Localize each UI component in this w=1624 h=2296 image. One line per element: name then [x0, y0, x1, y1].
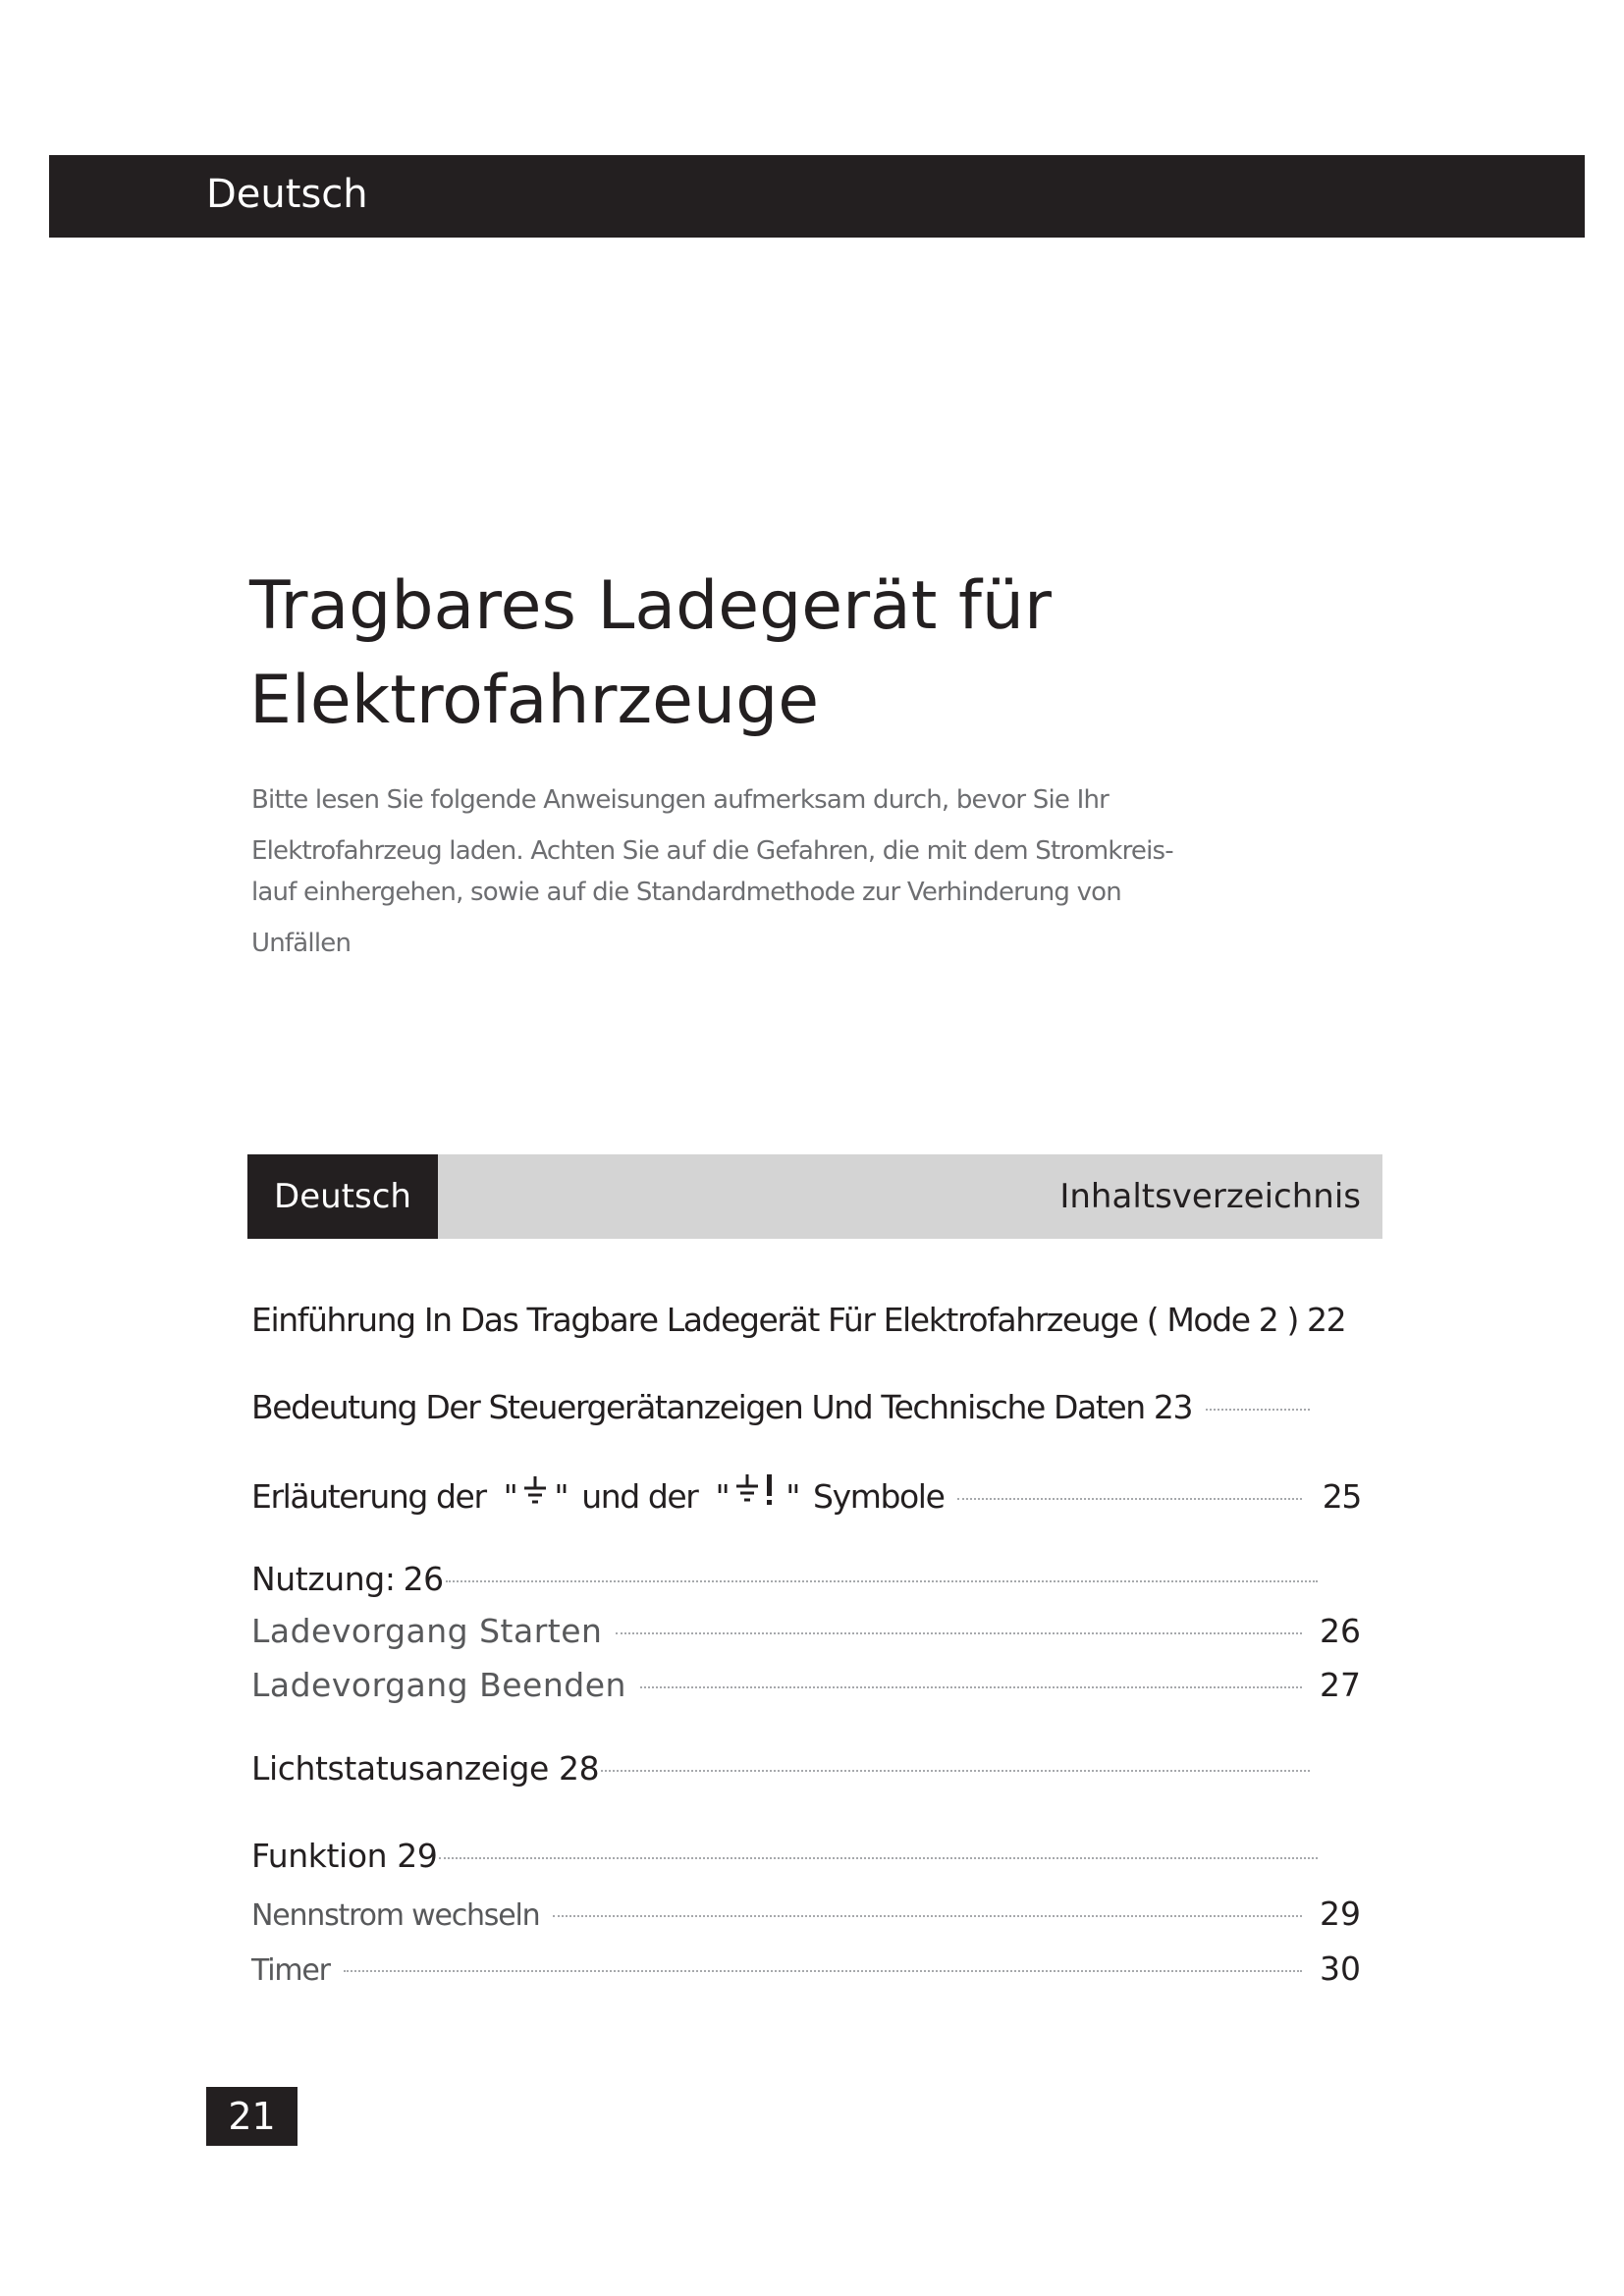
toc-leader-dots — [616, 1632, 1302, 1634]
intro-line-2: Elektrofahrzeug laden. Achten Sie auf die Gefahren, die mit dem Stromkreis- — [251, 836, 1173, 866]
toc-entry-bedeutung[interactable] — [251, 1388, 1361, 1426]
toc-entry-page: 25 — [1322, 1477, 1361, 1516]
toc-entry-page: 29 — [1320, 1895, 1361, 1933]
intro-line-3: lauf einhergehen, sowie auf die Standardmethode zur Verhinderung von — [251, 878, 1121, 907]
toc-header-bar — [247, 1154, 1382, 1239]
toc-entry-label: Timer — [251, 1953, 330, 1988]
top-language-label: Deutsch — [206, 172, 368, 217]
toc-entry-label-part-3: Symbole — [813, 1477, 945, 1516]
toc-leader-dots — [640, 1686, 1302, 1688]
toc-entry-label: Ladevorgang Beenden — [251, 1666, 626, 1704]
toc-entry-lichtstatusanzeige[interactable] — [251, 1749, 1361, 1788]
toc-entry-timer[interactable] — [251, 1949, 1361, 1988]
toc-entry-page: 30 — [1320, 1949, 1361, 1988]
toc-header-title: Inhaltsverzeichnis — [1059, 1177, 1361, 1216]
toc-entry-ladevorgang-beenden[interactable] — [251, 1666, 1361, 1704]
toc-entry-einfuehrung[interactable] — [251, 1301, 1361, 1339]
toc-leader-dots — [957, 1498, 1302, 1500]
toc-entry-label: Bedeutung Der Steuergerätanzeigen Und Technische Daten 23 — [251, 1388, 1193, 1426]
toc-entry-page: 26 — [1320, 1612, 1361, 1650]
toc-leader-dots — [1206, 1409, 1310, 1411]
document-title — [249, 560, 1231, 748]
toc-entry-label: Funktion 29 — [251, 1837, 438, 1875]
toc-leader-dots — [439, 1857, 1318, 1859]
ground-warning-icon — [734, 1472, 780, 1516]
toc-leader-dots — [446, 1580, 1318, 1582]
page-number: 21 — [206, 2087, 298, 2146]
toc-leader-dots — [553, 1915, 1302, 1917]
intro-line-1: Bitte lesen Sie folgende Anweisungen aufmerksam durch, bevor Sie Ihr — [251, 785, 1110, 815]
toc-entry-nutzung[interactable] — [251, 1560, 1361, 1598]
quote-open: " — [715, 1477, 730, 1516]
toc-entry-funktion[interactable] — [251, 1837, 1361, 1875]
toc-entry-nennstrom-wechseln[interactable] — [251, 1895, 1361, 1933]
quote-open: " — [503, 1477, 517, 1516]
quote-close: " — [785, 1477, 800, 1516]
toc-entry-label-part-1: Erläuterung der — [251, 1477, 486, 1516]
toc-entry-page: 27 — [1320, 1666, 1361, 1704]
toc-leader-dots — [601, 1770, 1310, 1772]
title-line-2: Elektrofahrzeuge — [249, 662, 820, 739]
toc-entry-page-inline: 26 — [403, 1560, 444, 1598]
toc-entry-label: Nennstrom wechseln — [251, 1898, 540, 1933]
toc-entry-erlaeuterung[interactable] — [251, 1472, 1361, 1516]
toc-leader-dots — [344, 1970, 1302, 1972]
toc-header-language: Deutsch — [247, 1154, 438, 1239]
intro-line-4: Unfällen — [251, 929, 352, 958]
ground-icon — [522, 1474, 548, 1516]
toc-entry-label-part-2: und der — [581, 1477, 698, 1516]
toc-entry-label: Lichtstatusanzeige 28 — [251, 1749, 600, 1788]
quote-close: " — [554, 1477, 568, 1516]
toc-entry-label: Nutzung: — [251, 1560, 396, 1598]
toc-entry-ladevorgang-starten[interactable] — [251, 1612, 1361, 1650]
top-language-bar — [49, 155, 1585, 238]
title-line-1: Tragbares Ladegerät für — [249, 567, 1052, 645]
toc-entry-label: Ladevorgang Starten — [251, 1612, 603, 1650]
toc-entry-label: Einführung In Das Tragbare Ladegerät Für Elektrofahrzeuge ( Mode 2 ) 22 — [251, 1301, 1346, 1339]
